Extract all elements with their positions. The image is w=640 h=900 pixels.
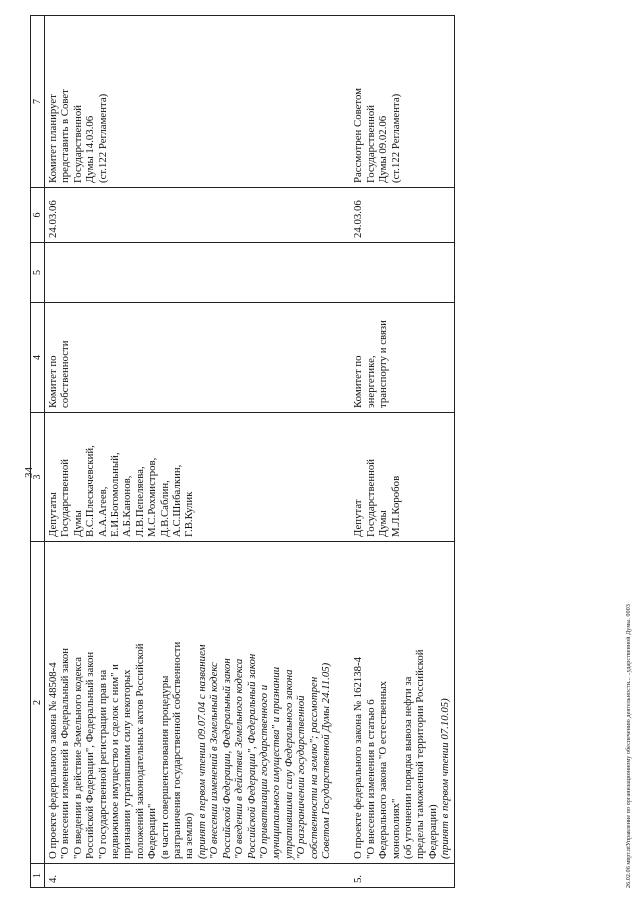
note-line: Рассмотрен Советом	[352, 87, 365, 183]
bill-status-line: муниципального имущества" и признании	[270, 666, 283, 859]
bill-description	[334, 542, 454, 864]
author-line: Е.И.Богомольный,	[109, 452, 122, 537]
author-line: М.Л.Коробов	[389, 475, 402, 537]
bill-status-line: утратившими силу Федерального закона	[282, 669, 295, 859]
bill-status-line: "О приватизации государственного и	[257, 684, 270, 859]
date-cell: 24.03.06	[45, 188, 335, 243]
note-line: (ст.122 Регламента)	[96, 93, 109, 183]
author-line: Депутаты	[47, 492, 59, 537]
bill-line: "О введении в действие Земельного кодекса	[71, 656, 84, 859]
bill-line: О проекте федерального закона № 48508-4	[47, 662, 59, 859]
bill-line: Российской Федерации", Федеральный закон	[84, 651, 97, 859]
bill-authors	[45, 413, 335, 542]
header-cell: 2	[31, 542, 45, 864]
bill-line: Федерации)	[426, 804, 439, 859]
note-line: (ст.122 Регламента)	[389, 93, 402, 183]
date-cell: 24.03.06	[334, 188, 454, 243]
bill-status-line: "О введении в действие Земельного кодекса	[233, 658, 246, 859]
table-row	[334, 16, 454, 888]
bills-table	[30, 15, 455, 888]
note-line: представить в Совет	[59, 89, 72, 183]
row-number: 5.	[334, 864, 454, 888]
note-cell	[45, 16, 335, 188]
author-line: Думы	[377, 510, 390, 537]
author-line: А.С.Шибалкин,	[171, 464, 184, 537]
page-number: 34	[23, 467, 35, 478]
table-row	[45, 16, 335, 888]
author-line: М.С.Рохмистров,	[146, 457, 159, 537]
bill-line: разграничения государственной собственности	[171, 641, 184, 859]
author-line: Депутат	[352, 499, 365, 537]
committee-line: Комитет по	[352, 355, 365, 408]
committee-line: энергетике,	[364, 355, 377, 408]
bill-status-line: собственности на землю"; рассмотрен	[307, 676, 320, 859]
col5-cell	[45, 243, 335, 303]
author-line: Д.В.Саблин,	[158, 480, 171, 537]
header-cell: 7	[31, 16, 45, 188]
bill-line: положений законодательных актов Российской	[133, 643, 146, 859]
responsible-committee	[334, 303, 454, 413]
note-line: Думы 09.02.06	[377, 115, 390, 183]
note-line: Комитет планирует	[47, 94, 59, 183]
author-line: А.Б.Канонов,	[121, 475, 134, 537]
author-line: Л.В.Пепеляева,	[133, 466, 146, 537]
committee-line: транспорту и связи	[377, 320, 390, 408]
bill-authors	[334, 413, 454, 542]
bill-line: недвижимое имущество и сделок с ним" и	[109, 664, 122, 859]
header-cell: 6	[31, 188, 45, 243]
bill-line: О проекте федерального закона № 162138-4	[352, 656, 365, 859]
bill-line: монополиях"	[389, 798, 402, 859]
bill-line: "О внесении изменения в статью 6	[364, 699, 377, 859]
bill-line: Федерации"	[146, 803, 159, 859]
committee-line: собственности	[59, 340, 72, 408]
note-line: Думы 14.03.06	[84, 115, 97, 183]
bill-line: "О внесении изменений в Федеральный закон	[59, 647, 72, 859]
bill-status-line: (принят в первом чтении 09.07.04 с названием	[195, 644, 208, 859]
col5-cell	[334, 243, 454, 303]
bill-status-line: "О разграничении государственной	[295, 695, 308, 859]
committee-line: Комитет по	[47, 355, 59, 408]
bill-status-line: Российской Федерации, Федеральный закон	[220, 658, 233, 859]
bill-line: (об уточнении порядка вывоза нефти за	[401, 676, 414, 859]
note-line: Государственной	[71, 104, 84, 183]
bill-line: пределы таможенной территории Российской	[414, 649, 427, 859]
table-header-row	[31, 16, 45, 888]
bill-line: (в части совершенствования процедуры	[158, 675, 171, 859]
note-line: Государственной	[364, 104, 377, 183]
header-cell: 4	[31, 303, 45, 413]
note-cell	[334, 16, 454, 188]
responsible-committee	[45, 303, 335, 413]
bill-line: "О государственной регистрации прав на	[96, 669, 109, 859]
author-line: Г.В.Кулик	[183, 491, 196, 537]
author-line: Государственной	[364, 458, 377, 537]
author-line: Думы	[71, 510, 84, 537]
author-line: А.А.Агеев,	[96, 486, 109, 537]
bill-line: признании утратившими силу некоторых	[121, 669, 134, 859]
bill-line: Федерального закона "О естественных	[377, 680, 390, 859]
bill-description	[45, 542, 335, 864]
header-cell: 1	[31, 864, 45, 888]
bill-status-line: Российской Федерации", Федеральный закон	[245, 653, 258, 859]
bill-status-line: Советом Государственной Думы 24.11.05)	[319, 662, 332, 859]
bill-status-line: (принят в первом чтении 07.10.05)	[439, 698, 452, 859]
header-cell: 3	[31, 413, 45, 542]
page-footer: 26.02.06 мврт.ntУправление по организационному обеспечению деятельности... ..ударственной Думы. 0003	[626, 604, 632, 888]
bill-line: на землю)	[183, 812, 196, 859]
author-line: Государственной	[59, 458, 72, 537]
author-line: В.С.Плескачевский,	[84, 445, 97, 537]
bill-status-line: "О внесении изменений в Земельный кодекс	[208, 662, 221, 859]
header-cell: 5	[31, 243, 45, 303]
row-number: 4.	[45, 864, 335, 888]
